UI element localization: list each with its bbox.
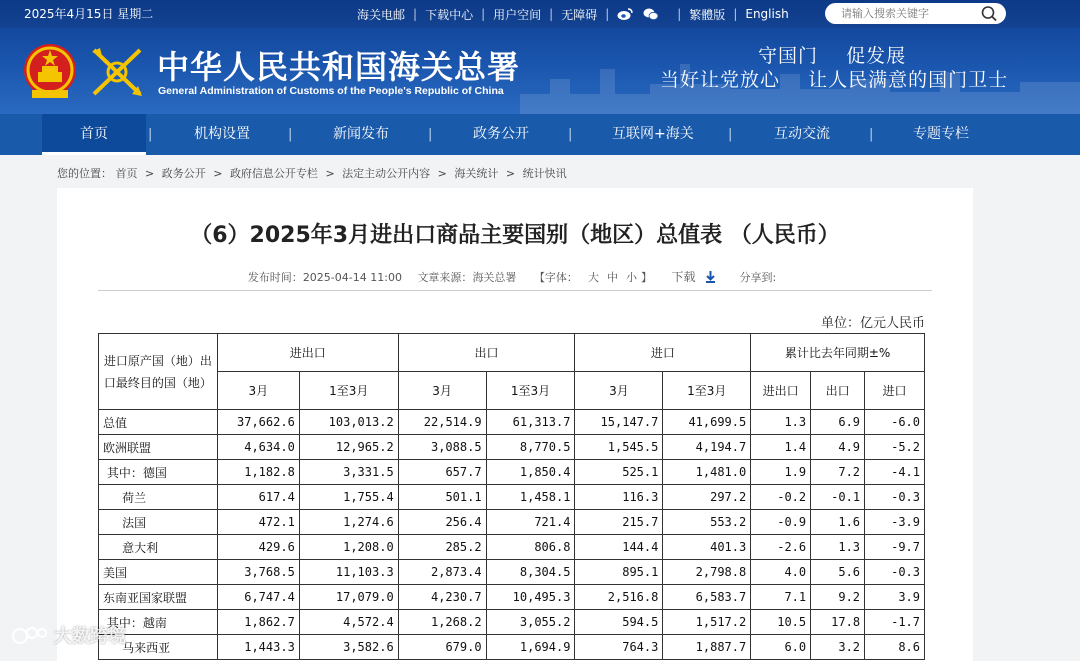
table-cell: 6,583.7 [663, 585, 751, 610]
table-cell: 10.5 [751, 610, 811, 635]
nav-internet-customs[interactable]: 互联网+海关 [612, 126, 694, 142]
row-label: 意大利 [99, 535, 218, 560]
table-cell: 3,768.5 [217, 560, 299, 585]
table-cell: 1,887.7 [663, 635, 751, 660]
table-cell: 501.1 [398, 485, 486, 510]
row-label: 东南亚国家联盟 [99, 585, 218, 610]
table-cell: 7.1 [751, 585, 811, 610]
table-body [99, 410, 925, 660]
link-user-space[interactable]: 用户空间 [493, 7, 542, 22]
download-icon[interactable] [705, 271, 716, 283]
link-download-center[interactable]: 下载中心 [425, 7, 474, 22]
nav-separator: | [288, 127, 293, 142]
table-row [99, 610, 925, 635]
unit-label: 单位：亿元人民币 [820, 316, 925, 331]
download-link[interactable]: 下载 [671, 270, 696, 284]
table-cell: 553.2 [663, 510, 751, 535]
breadcrumb-separator: > [437, 167, 447, 180]
table-cell: -2.6 [751, 535, 811, 560]
subheader: 进口 [865, 372, 925, 410]
search-box [825, 3, 1006, 24]
table-cell: 806.8 [486, 535, 575, 560]
table-cell: 8.6 [865, 635, 925, 660]
table-cell: 2,798.8 [663, 560, 751, 585]
table-cell: 1,458.1 [486, 485, 575, 510]
table-cell: 11,103.3 [299, 560, 398, 585]
page-title: （6）2025年3月进出口商品主要国别（地区）总值表 （人民币） [190, 223, 840, 248]
table-cell: 12,965.2 [299, 435, 398, 460]
table-cell: 1,268.2 [398, 610, 486, 635]
main-nav [0, 114, 1080, 155]
table-cell: 1,443.3 [217, 635, 299, 660]
table-cell: 525.1 [575, 460, 663, 485]
table-cell: 22,514.9 [398, 410, 486, 435]
table-cell: 1.3 [811, 535, 865, 560]
table-cell: 1,517.2 [663, 610, 751, 635]
breadcrumb-info-disclosure[interactable]: 政府信息公开专栏 [229, 167, 318, 180]
table-cell: 41,699.5 [663, 410, 751, 435]
table-cell: 15,147.7 [575, 410, 663, 435]
link-customs-email[interactable]: 海关电邮 [357, 7, 406, 22]
breadcrumb-government-affairs[interactable]: 政务公开 [161, 167, 206, 180]
table-cell: 6,747.4 [217, 585, 299, 610]
search-input[interactable] [841, 7, 979, 20]
article-panel [57, 188, 973, 661]
table-row [99, 560, 925, 585]
separator: | [605, 7, 610, 21]
source-label: 文章来源： [417, 271, 473, 284]
separator: | [677, 7, 682, 21]
nav-separator: | [728, 127, 733, 142]
table-cell: 4,194.7 [663, 435, 751, 460]
table-cell: 429.6 [217, 535, 299, 560]
breadcrumb-statutory-disclosure[interactable]: 法定主动公开内容 [342, 167, 431, 180]
table-cell: 3,582.6 [299, 635, 398, 660]
table-cell: -1.7 [865, 610, 925, 635]
table-cell: 1,755.4 [299, 485, 398, 510]
table-row [99, 510, 925, 535]
table-cell: 1,182.8 [217, 460, 299, 485]
subheader: 3月 [575, 372, 663, 410]
article-meta [57, 268, 973, 285]
nav-interaction[interactable]: 互动交流 [774, 126, 830, 142]
current-date: 2025年4月15日 星期二 [24, 7, 154, 21]
row-label: 马来西亚 [99, 635, 218, 660]
table-cell: -3.9 [865, 510, 925, 535]
table-cell: 9.2 [811, 585, 865, 610]
watermark [12, 622, 126, 648]
group-header-total: 进出口 [217, 334, 398, 372]
breadcrumb-separator: > [213, 167, 223, 180]
nav-home[interactable]: 首页 [42, 114, 146, 155]
table-cell: 10,495.3 [486, 585, 575, 610]
row-label: 欧洲联盟 [99, 435, 218, 460]
table-cell: 256.4 [398, 510, 486, 535]
breadcrumb-separator: > [505, 167, 516, 180]
table-row [99, 635, 925, 660]
table-cell: 4,572.4 [299, 610, 398, 635]
table-cell: 3,055.2 [486, 610, 575, 635]
nav-separator: | [869, 127, 874, 142]
nav-government-affairs[interactable]: 政务公开 [473, 126, 529, 142]
font-size-close: 】 [640, 271, 652, 284]
divider [98, 290, 932, 291]
site-subtitle: General Administration of Customs of the People's Republic of China [158, 85, 504, 97]
table-cell: 401.3 [663, 535, 751, 560]
table-cell: 1,481.0 [663, 460, 751, 485]
published-label: 发布时间： [247, 271, 303, 284]
table-cell: 144.4 [575, 535, 663, 560]
slogan-line-1: 守国门 促发展 [758, 45, 907, 67]
table-row [99, 460, 925, 485]
weibo-icon[interactable] [617, 7, 633, 21]
table-row [99, 535, 925, 560]
subheader: 1至3月 [299, 372, 398, 410]
table-cell: 3,331.5 [299, 460, 398, 485]
search-icon[interactable] [980, 5, 998, 22]
subheader: 进出口 [751, 372, 811, 410]
breadcrumb-stats-flash[interactable]: 统计快讯 [522, 167, 567, 180]
site-header [0, 0, 1080, 114]
table-cell: 2,873.4 [398, 560, 486, 585]
table-cell: 1,694.9 [486, 635, 575, 660]
table-cell: 285.2 [398, 535, 486, 560]
table-cell: 1.6 [811, 510, 865, 535]
row-label: 总值 [99, 410, 218, 435]
top-links [357, 5, 789, 23]
table-cell: 594.5 [575, 610, 663, 635]
table-cell: 1.9 [751, 460, 811, 485]
table-cell: 1,274.6 [299, 510, 398, 535]
breadcrumb [57, 165, 567, 181]
nav-organization[interactable]: 机构设置 [194, 126, 250, 142]
table-cell: 1.3 [751, 410, 811, 435]
subheader: 3月 [398, 372, 486, 410]
table-cell: 1,850.4 [486, 460, 575, 485]
table-cell: 679.0 [398, 635, 486, 660]
table-cell: 5.6 [811, 560, 865, 585]
table-cell: 1.4 [751, 435, 811, 460]
table-cell: 6.9 [811, 410, 865, 435]
font-size-large[interactable]: 大 [587, 271, 599, 284]
nav-separator: | [148, 127, 153, 142]
table-cell: 617.4 [217, 485, 299, 510]
table-cell: 8,770.5 [486, 435, 575, 460]
table-cell: 895.1 [575, 560, 663, 585]
table-cell: 6.0 [751, 635, 811, 660]
table-cell: 4.0 [751, 560, 811, 585]
link-accessibility[interactable]: 无障碍 [561, 7, 598, 22]
table-cell: 1,208.0 [299, 535, 398, 560]
table-row [99, 585, 925, 610]
table-cell: 721.4 [486, 510, 575, 535]
font-size-medium[interactable]: 中 [606, 271, 618, 284]
row-label: 其中：越南 [99, 610, 218, 635]
table-cell: -0.2 [751, 485, 811, 510]
row-label: 荷兰 [99, 485, 218, 510]
breadcrumb-home[interactable]: 首页 [115, 167, 138, 180]
table-cell: 116.3 [575, 485, 663, 510]
table-cell: 8,304.5 [486, 560, 575, 585]
table-cell: 4,634.0 [217, 435, 299, 460]
table-row [99, 485, 925, 510]
table-cell: -4.1 [865, 460, 925, 485]
table-cell: 61,313.7 [486, 410, 575, 435]
table-subheader-row [99, 372, 925, 410]
table-cell: -9.7 [865, 535, 925, 560]
site-title: 中华人民共和国海关总署 [157, 48, 521, 86]
stats-table [98, 333, 925, 660]
table-cell: 215.7 [575, 510, 663, 535]
table-row [99, 435, 925, 460]
font-size-label: 【字体： [533, 271, 578, 284]
font-size-small[interactable]: 小 [625, 271, 637, 284]
link-english[interactable]: English [745, 7, 789, 21]
table-cell: -0.1 [811, 485, 865, 510]
table-cell: -6.0 [865, 410, 925, 435]
table-cell: 17.8 [811, 610, 865, 635]
separator: | [413, 7, 418, 21]
group-header-export: 出口 [398, 334, 575, 372]
subheader: 出口 [811, 372, 865, 410]
table-cell: 764.3 [575, 635, 663, 660]
table-cell: -0.3 [865, 485, 925, 510]
separator: | [549, 7, 554, 21]
table-cell: 472.1 [217, 510, 299, 535]
row-label: 其中：德国 [99, 460, 218, 485]
table-cell: -5.2 [865, 435, 925, 460]
table-cell: 3.9 [865, 585, 925, 610]
table-cell: 3.2 [811, 635, 865, 660]
corner-header: 进口原产国（地）出口最终目的国（地） [99, 334, 218, 410]
table-cell: 7.2 [811, 460, 865, 485]
nav-separator: | [428, 127, 433, 142]
separator: | [481, 7, 486, 21]
watermark-text: 大数跨境 [54, 626, 126, 647]
table-row [99, 410, 925, 435]
table-cell: 4,230.7 [398, 585, 486, 610]
share-label: 分享到: [739, 271, 777, 284]
table-cell: 103,013.2 [299, 410, 398, 435]
source-value: 海关总署 [472, 271, 517, 284]
link-traditional-chinese[interactable]: 繁體版 [689, 7, 726, 22]
table-cell: 2,516.8 [575, 585, 663, 610]
row-label: 法国 [99, 510, 218, 535]
breadcrumb-separator: > [145, 167, 155, 180]
nav-separator: | [568, 127, 573, 142]
table-cell: 657.7 [398, 460, 486, 485]
group-header-yoy: 累计比去年同期±% [751, 334, 925, 372]
table-cell: -0.9 [751, 510, 811, 535]
table-cell: 17,079.0 [299, 585, 398, 610]
nav-news[interactable]: 新闻发布 [333, 126, 389, 142]
separator: | [733, 7, 738, 21]
slogan-line-2: 当好让党放心 让人民满意的国门卫士 [660, 69, 1009, 91]
table-cell: -0.3 [865, 560, 925, 585]
subheader: 1至3月 [663, 372, 751, 410]
table-cell: 1,862.7 [217, 610, 299, 635]
published-time: 2025-04-14 11:00 [302, 271, 402, 284]
subheader: 1至3月 [486, 372, 575, 410]
subheader: 3月 [217, 372, 299, 410]
row-label: 美国 [99, 560, 218, 585]
table-header-row [99, 334, 925, 372]
table-cell: 297.2 [663, 485, 751, 510]
table-cell: 3,088.5 [398, 435, 486, 460]
watermark-logo-icon [12, 624, 48, 646]
table-cell: 4.9 [811, 435, 865, 460]
national-emblem-icon [22, 42, 78, 102]
customs-logo-icon [88, 44, 146, 100]
table-cell: 37,662.6 [217, 410, 299, 435]
table-cell: 1,545.5 [575, 435, 663, 460]
breadcrumb-customs-statistics[interactable]: 海关统计 [454, 167, 499, 180]
breadcrumb-prefix: 您的位置： [57, 167, 112, 180]
wechat-icon[interactable] [643, 7, 659, 21]
breadcrumb-separator: > [325, 167, 335, 180]
nav-special-topics[interactable]: 专题专栏 [913, 126, 969, 142]
group-header-import: 进口 [575, 334, 751, 372]
